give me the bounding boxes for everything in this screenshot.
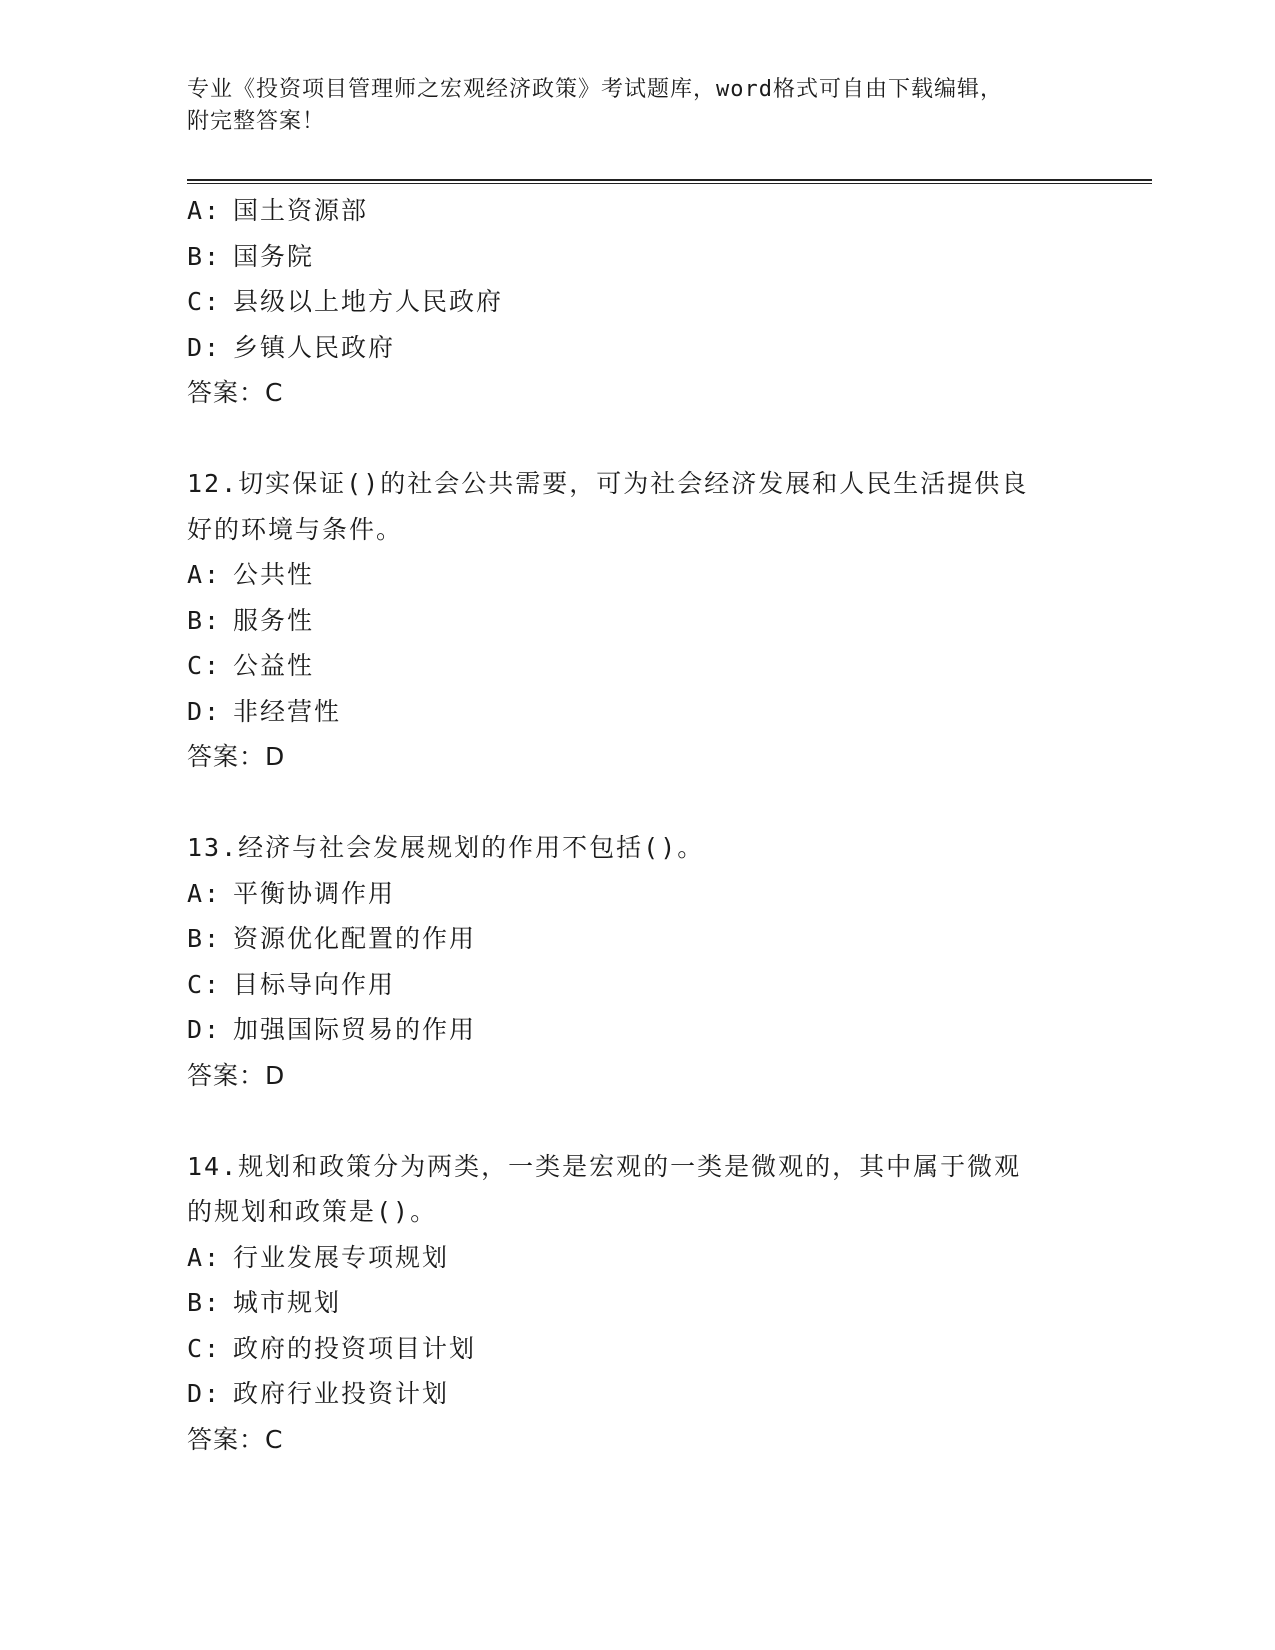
option-b: B: 国务院 [187, 241, 315, 271]
question-stem-line: 13.经济与社会发展规划的作用不包括()。 [187, 833, 705, 862]
answer-line: 答案：C [187, 378, 284, 407]
option-b: B: 资源优化配置的作用 [187, 924, 477, 953]
header-line-1: 专业《投资项目管理师之宏观经济政策》考试题库，word格式可自由下载编辑， [187, 77, 1003, 102]
answer-line: 答案：D [187, 1060, 286, 1090]
option-c: C: 县级以上地方人民政府 [187, 287, 504, 316]
header-divider-thin [187, 183, 1152, 184]
question-stem-line: 好的环境与条件。 [187, 514, 404, 544]
header-line-2: 附完整答案！ [187, 109, 326, 134]
question-11-continued [187, 188, 1087, 416]
option-b: B: 城市规划 [187, 1288, 342, 1317]
option-d: D: 政府行业投资计划 [187, 1379, 450, 1408]
question-14 [187, 1144, 1087, 1463]
question-stem-line: 的规划和政策是()。 [187, 1197, 438, 1226]
document-header [187, 74, 1067, 138]
answer-line: 答案：C [187, 1424, 284, 1454]
question-stem-line: 14.规划和政策分为两类，一类是宏观的一类是微观的，其中属于微观 [187, 1151, 1022, 1181]
option-c: C: 政府的投资项目计划 [187, 1333, 477, 1363]
option-d: D: 加强国际贸易的作用 [187, 1015, 477, 1044]
option-a: A: 行业发展专项规划 [187, 1242, 450, 1272]
option-c: C: 公益性 [187, 651, 315, 680]
question-13 [187, 825, 1087, 1098]
option-a: A: 公共性 [187, 560, 315, 589]
option-d: D: 乡镇人民政府 [187, 332, 396, 362]
option-a: A: 国土资源部 [187, 196, 369, 225]
answer-line: 答案：D [187, 742, 286, 771]
option-b: B: 服务性 [187, 605, 315, 635]
question-stem-line: 12.切实保证()的社会公共需要，可为社会经济发展和人民生活提供良 [187, 469, 1029, 498]
option-d: D: 非经营性 [187, 696, 342, 726]
option-a: A: 平衡协调作用 [187, 878, 396, 908]
question-list [187, 188, 1087, 1462]
header-divider-thick [187, 179, 1152, 181]
question-12 [187, 461, 1087, 780]
option-c: C: 目标导向作用 [187, 969, 396, 999]
